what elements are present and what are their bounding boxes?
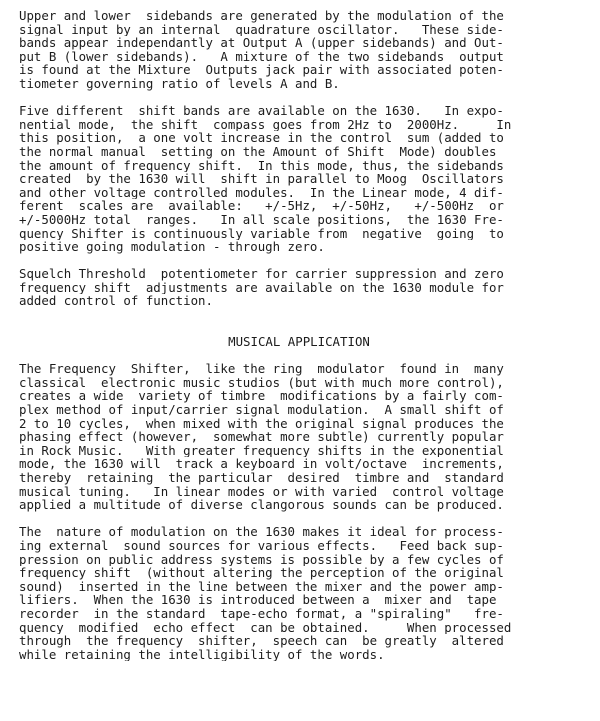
- text-line: created by the 1630 will shift in parallel to Moog Oscillators: [19, 172, 504, 186]
- text-line: plex method of input/carrier signal modulation. A small shift of: [19, 403, 504, 417]
- section-spacer: [19, 308, 579, 335]
- text-line: musical tuning. In linear modes or with varied control voltage: [19, 484, 504, 499]
- text-line: frequency shift adjustments are available on the 1630 module for: [19, 280, 504, 295]
- text-line: put B (lower sidebands). A mixture of the two sidebands output: [19, 49, 504, 64]
- paragraph-frequency-shifter: [19, 362, 579, 512]
- text-line: in Rock Music. With greater frequency shifts in the exponential: [19, 443, 504, 458]
- text-line: mode, the 1630 will track a keyboard in volt/octave increments,: [19, 457, 504, 471]
- text-line: Upper and lower sidebands are generated by the modulation of the: [19, 9, 504, 23]
- section-spacer: [19, 349, 579, 363]
- text-line: applied a multitude of diverse clangorous sounds can be produced.: [19, 498, 504, 512]
- section-heading: MUSICAL APPLICATION: [228, 334, 370, 350]
- text-line: quency modified echo effect can be obtained. When processed: [19, 620, 512, 635]
- text-line: creates a wide variety of timbre modifications by a fairly com-: [19, 389, 504, 404]
- text-line: the amount of frequency shift. In this mode, thus, the sidebands: [19, 158, 504, 173]
- text-line: phasing effect (however, somewhat more subtle) currently popular: [19, 430, 504, 444]
- text-line: classical electronic music studios (but with much more control),: [19, 375, 504, 390]
- paragraph-sidebands: [19, 9, 579, 91]
- text-line: frequency shift (without altering the perception of the original: [19, 566, 504, 580]
- paragraph-squelch: [19, 267, 579, 308]
- text-line: added control of function.: [19, 294, 213, 309]
- paragraph-modulation-nature: [19, 525, 579, 661]
- text-line: The Frequency Shifter, like the ring modulator found in many: [19, 362, 504, 376]
- document-page: [19, 9, 579, 661]
- text-line: positive going modulation - through zero.: [19, 240, 325, 254]
- text-line: ferent scales are available: +/-5Hz, +/-50Hz, +/-500Hz or: [19, 199, 504, 213]
- paragraph-spacer: [19, 254, 579, 268]
- text-line: tiometer governing ratio of levels A and B.: [19, 76, 340, 91]
- text-line: this position, a one volt increase in the control sum (added to: [19, 131, 504, 145]
- text-line: quency Shifter is continuously variable from negative going to: [19, 226, 504, 241]
- paragraph-spacer: [19, 91, 579, 105]
- text-line: is found at the Mixture Outputs jack pair with associated poten-: [19, 63, 504, 77]
- text-line: bands appear independantly at Output A (upper sidebands) and Out-: [19, 36, 504, 50]
- text-line: Squelch Threshold potentiometer for carrier suppression and zero: [19, 267, 504, 281]
- text-line: and other voltage controlled modules. In the Linear mode, 4 dif-: [19, 185, 504, 200]
- text-line: The nature of modulation on the 1630 makes it ideal for process-: [19, 525, 504, 539]
- text-line: ing external sound sources for various effects. Feed back sup-: [19, 538, 504, 553]
- text-line: thereby retaining the particular desired timbre and standard: [19, 471, 504, 485]
- text-line: recorder in the standard tape-echo format, a "spiraling" fre-: [19, 606, 504, 621]
- text-line: pression on public address systems is possible by a few cycles of: [19, 552, 504, 567]
- text-line: +/-5000Hz total ranges. In all scale positions, the 1630 Fre-: [19, 212, 504, 227]
- text-line: nential mode, the shift compass goes from 2Hz to 2000Hz. In: [19, 117, 512, 132]
- text-line: sound) inserted in the line between the mixer and the power amp-: [19, 579, 504, 594]
- text-line: signal input by an internal quadrature oscillator. These side-: [19, 22, 504, 37]
- text-line: while retaining the intelligibility of the words.: [19, 647, 385, 662]
- text-line: lifiers. When the 1630 is introduced between a mixer and tape: [19, 593, 497, 607]
- text-line: 2 to 10 cycles, when mixed with the original signal produces the: [19, 416, 504, 431]
- text-line: Five different shift bands are available on the 1630. In expo-: [19, 104, 504, 118]
- paragraph-spacer: [19, 512, 579, 526]
- text-line: the normal manual setting on the Amount of Shift Mode) doubles: [19, 144, 497, 159]
- text-line: through the frequency shifter, speech can be greatly altered: [19, 634, 504, 648]
- paragraph-shift-bands: [19, 104, 579, 254]
